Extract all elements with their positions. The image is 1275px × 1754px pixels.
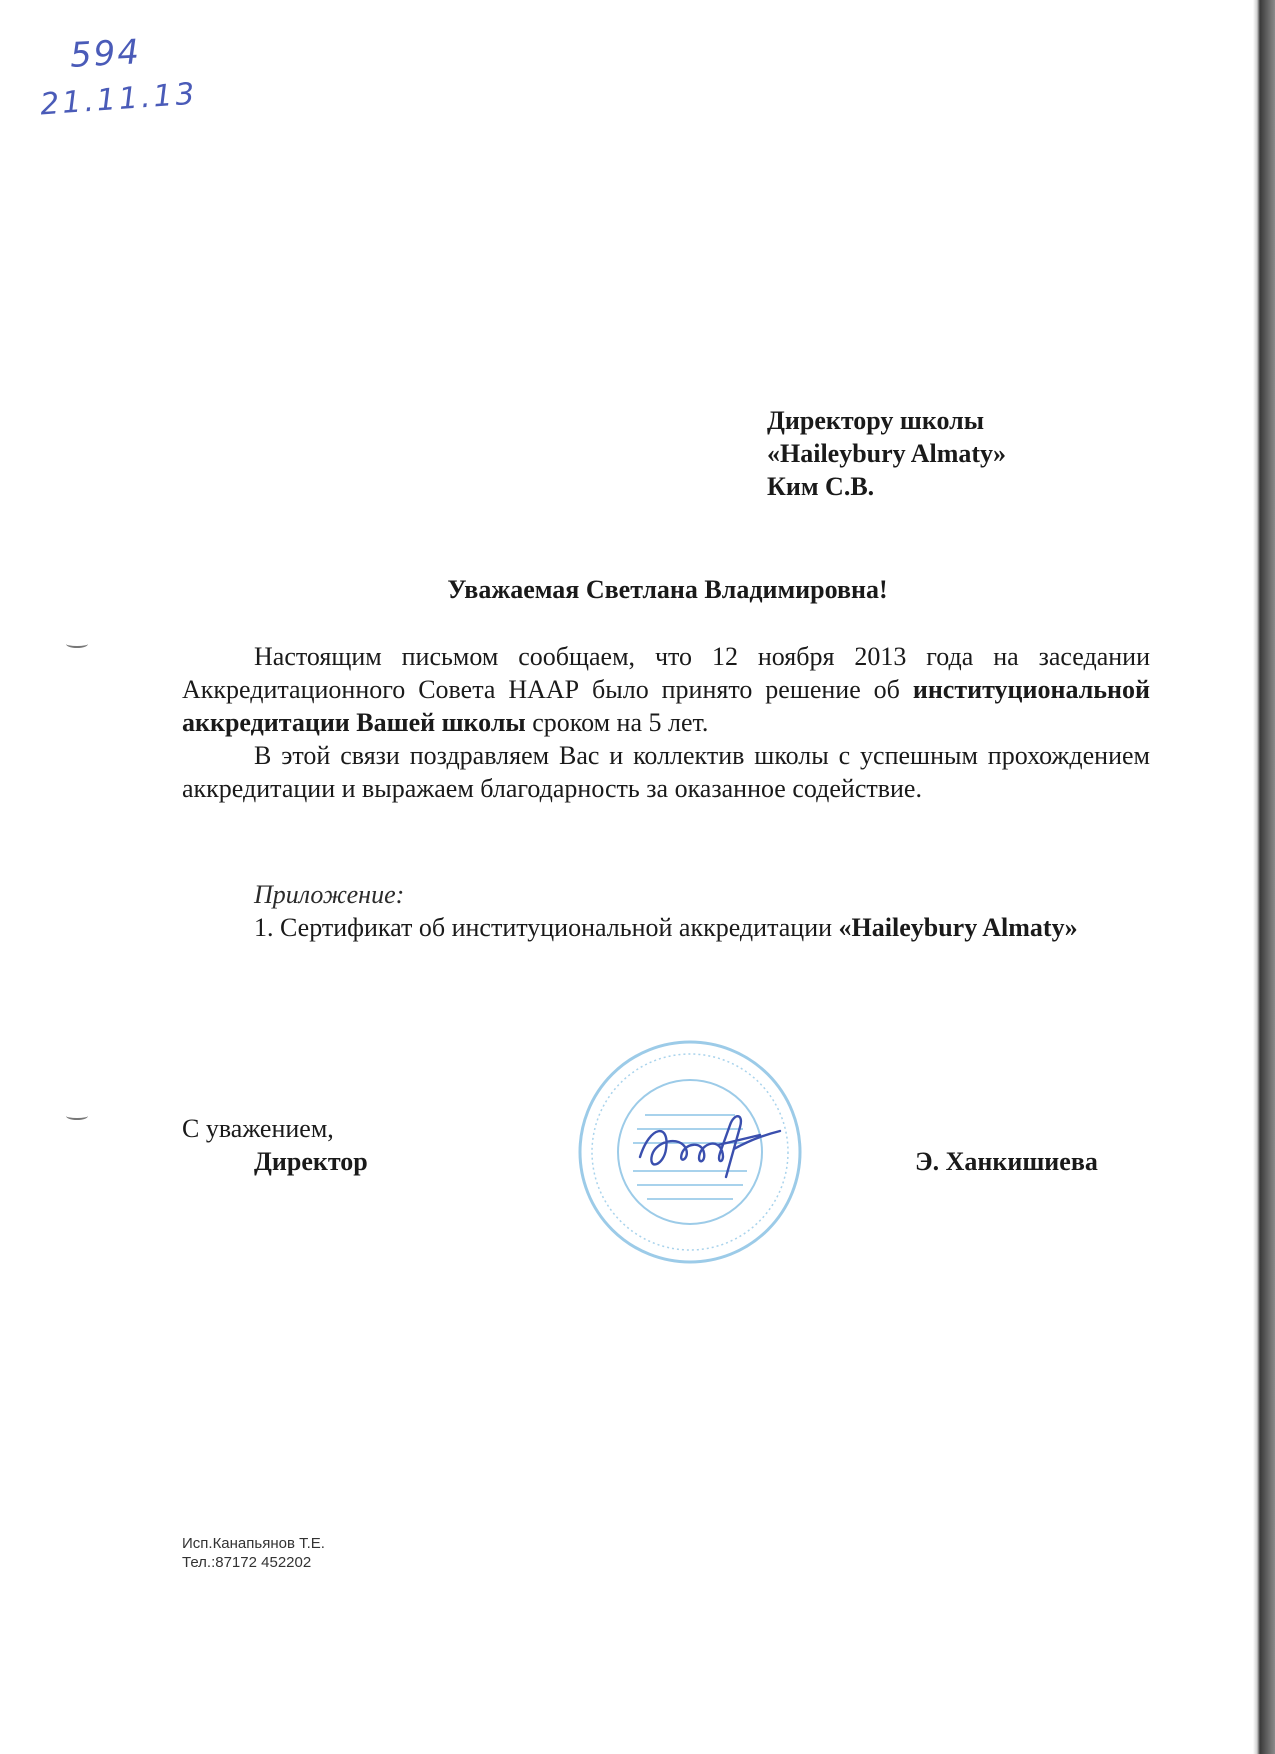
closing-regards: С уважением, xyxy=(182,1114,334,1143)
salutation: Уважаемая Светлана Владимировна! xyxy=(447,575,888,604)
body-paragraph-2: В этой связи поздравляем Вас и коллектив школы с успешным прохождением аккредитации и выражаем благодарность за оказанное содействие. xyxy=(182,741,1150,803)
addressee-title: Директору школы xyxy=(767,406,985,435)
addressee-name: Ким С.В. xyxy=(767,472,875,501)
appendix-label: Приложение: xyxy=(254,880,405,909)
letter-body xyxy=(182,640,1150,805)
executor-name: Исп.Канапьянов Т.Е. xyxy=(182,1535,325,1552)
body-p1-end: сроком на 5 лет. xyxy=(525,708,709,737)
punch-mark xyxy=(66,640,88,648)
body-p1-bold: институциональной аккредитации Вашей школы xyxy=(182,675,1150,737)
executor-block xyxy=(182,1534,325,1572)
executor-phone: Тел.:87172 452202 xyxy=(182,1554,312,1571)
addressee-block xyxy=(767,404,1006,503)
punch-mark xyxy=(66,1112,88,1120)
appendix-block xyxy=(182,878,1150,944)
appendix-item-start: 1. Сертификат об институциональной аккредитации xyxy=(254,913,839,942)
scan-edge xyxy=(1253,0,1275,1754)
handwritten-registration-date: 21.11.13 xyxy=(38,76,199,123)
body-p1-start: Настоящим письмом сообщаем, что 12 ноября 2013 года на заседании Аккредитационного Совета НААР было принято решение об xyxy=(182,642,1150,704)
signer-name: Э. Ханкишиева xyxy=(915,1147,1098,1176)
addressee-school: «Haileybury Almaty» xyxy=(767,439,1007,468)
closing-block xyxy=(182,1112,368,1178)
appendix-item xyxy=(182,911,1150,944)
handwritten-registration-number: 594 xyxy=(69,32,142,76)
director-signature xyxy=(630,1105,790,1185)
closing-position: Директор xyxy=(254,1147,368,1176)
body-paragraph-1 xyxy=(182,640,1150,739)
appendix-item-bold: «Haileybury Almaty» xyxy=(838,913,1078,942)
